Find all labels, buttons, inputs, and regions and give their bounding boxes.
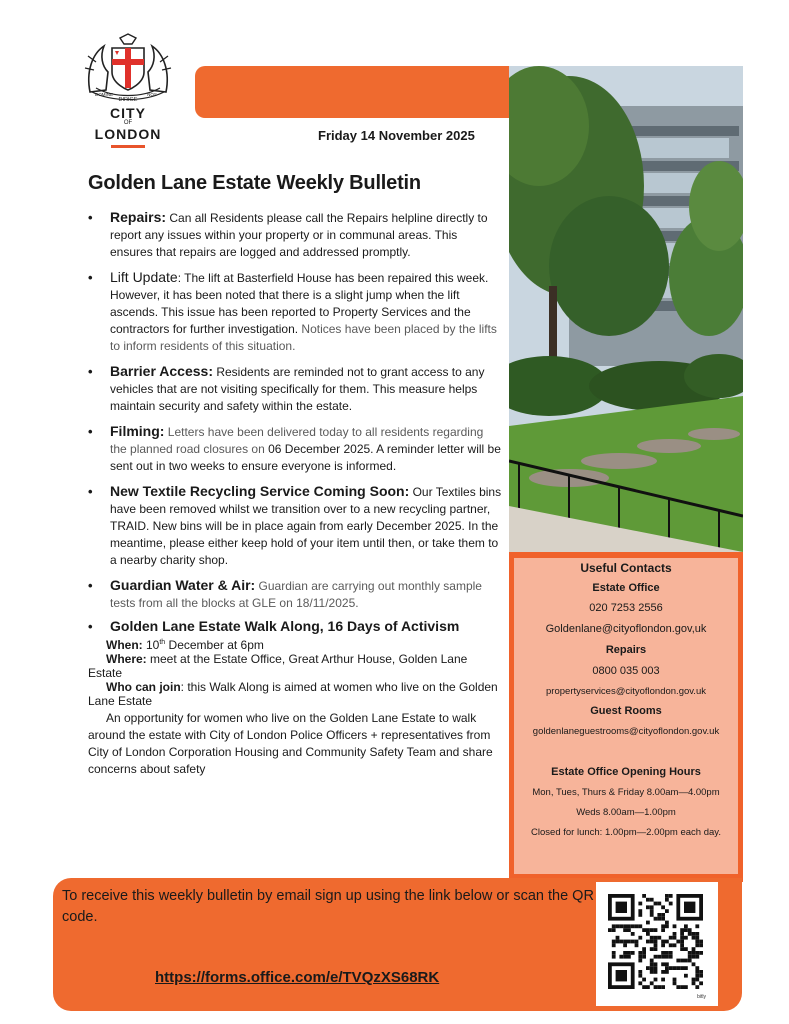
bullet-barrier-access (88, 363, 503, 415)
city-of-london-logo (80, 32, 176, 152)
opening-hours-weekdays: Mon, Tues, Thurs & Friday 8.00am—4.00pm (532, 787, 720, 798)
logo-underline (111, 145, 145, 148)
bullet-text-grey: Guardian are carrying out monthly sample tests from all the blocks at GLE on 18/11/2025. (110, 579, 482, 610)
walk-when-rest: December at 6pm (165, 638, 264, 652)
subscribe-link[interactable]: https://forms.office.com/e/TVQzXS68RK (155, 969, 440, 986)
bullet-dot: • (88, 484, 93, 499)
bullet-text: Our Textiles bins have been removed whilst we transition over to a new recycling partner, TRAID. New bins will be in place again from early December 2025. In the meantime, please either keep hold of your item until then, or take them to a nearby charity shop. (110, 485, 502, 567)
bullet-head: Lift Update (110, 269, 178, 285)
bullet-text-grey: Letters have been delivered today to all residents regarding the planned road closures on (110, 425, 484, 456)
subscribe-text: To receive this weekly bulletin by email sign up using the link below or scan the QR code. (62, 888, 594, 925)
walk-when-sup: th (159, 639, 166, 646)
logo-of-text: OF (123, 120, 133, 126)
qr-bitly-label: bitly (697, 994, 706, 1000)
walk-who-label: Who can join (106, 680, 181, 694)
bullet-text: 06 December 2025. A reminder letter will be sent out in two weeks to ensure everyone is informed. (110, 442, 501, 473)
bullet-text: : The lift at Basterfield House has been repaired this week. However, it has been noted that there is a slight jump when the lift ascends. This issue has been reported to Property Services and the contractors for further investigation. (110, 271, 489, 336)
walk-along-title: Golden Lane Estate Walk Along, 16 Days of Activism (110, 618, 460, 634)
useful-contacts-box (509, 552, 743, 882)
guest-rooms-label: Guest Rooms (590, 705, 662, 717)
bullet-head: Barrier Access: (110, 363, 213, 379)
bullet-dot: • (88, 364, 93, 379)
opening-hours-title: Estate Office Opening Hours (551, 766, 701, 778)
bullet-textile-recycling (88, 483, 503, 569)
header-banner (195, 66, 515, 118)
bullet-head: Guardian Water & Air: (110, 577, 256, 593)
bullet-text: Can all Residents please call the Repairs helpline directly to report any issues within your property or in communal areas. This ensures that repairs are logged and addressed promptly. (110, 211, 488, 259)
bullet-filming (88, 423, 503, 475)
bullet-head: Filming: (110, 423, 165, 439)
bulletin-date: Friday 14 November 2025 (318, 128, 475, 143)
bulletin-title: Golden Lane Estate Weekly Bulletin (88, 172, 421, 194)
bullet-guardian-water (88, 577, 503, 612)
bullet-dot: • (88, 270, 93, 285)
estate-photo-image (509, 66, 743, 552)
estate-office-label: Estate Office (592, 582, 660, 594)
bullet-head: New Textile Recycling Service Coming Soon: (110, 483, 410, 499)
estate-office-phone[interactable]: 020 7253 2556 (589, 602, 663, 614)
walk-along-heading-row (88, 618, 503, 636)
subscribe-footer (53, 878, 742, 1011)
bullet-lift-update (88, 269, 503, 355)
bullet-dot: • (88, 210, 93, 225)
coat-of-arms-icon (82, 32, 174, 104)
motto-right: NOS (147, 92, 157, 97)
bulletin-items (88, 209, 503, 778)
walk-when (88, 636, 503, 652)
walk-where (88, 652, 503, 680)
guest-rooms-email[interactable]: goldenlaneguestrooms@cityoflondon.gov.uk (532, 726, 720, 737)
walk-who-text: : this Walk Along is aimed at women who live on the Golden Lane Estate (88, 680, 498, 708)
repairs-phone[interactable]: 0800 035 003 (592, 665, 660, 677)
walk-when-day: 10 (142, 638, 160, 652)
bullet-dot: • (88, 424, 93, 439)
walk-who (88, 680, 503, 708)
estate-office-email[interactable]: Goldenlane@cityoflondon.gov,uk (545, 623, 707, 635)
opening-hours-lunch: Closed for lunch: 1.00pm—2.00pm each day. (531, 827, 721, 838)
bullet-dot: • (88, 578, 93, 593)
walk-description: An opportunity for women who live on the Golden Lane Estate to walk around the estate with City of London Police Officers + representatives from City of London Corporation Housing and Community Safety Team and share concerns about safety (88, 711, 493, 776)
estate-photo (509, 66, 743, 552)
logo-london-text: LONDON (94, 126, 162, 142)
walk-where-label: Where: (106, 652, 147, 666)
repairs-label: Repairs (605, 644, 647, 656)
qr-code[interactable] (596, 882, 718, 1006)
walk-along-section (88, 618, 503, 778)
walk-when-label: When: (106, 638, 143, 652)
logo-city-text: CITY (110, 105, 146, 121)
opening-hours-weds: Weds 8.00am—1.00pm (576, 807, 676, 818)
bullet-text: Residents are reminded not to grant access to any vehicles that are not visiting specifically for them. This measure helps maintain security and safety within the estate. (110, 365, 485, 413)
bullet-text-grey: Notices have been placed by the lifts to inform residents of this situation. (110, 322, 497, 353)
useful-contacts-panel (514, 558, 738, 874)
bullet-repairs (88, 209, 503, 261)
bullet-dot: • (88, 619, 93, 634)
repairs-email[interactable]: propertyservices@cityoflondon.gov.uk (546, 686, 706, 697)
bullet-head: Repairs: (110, 209, 167, 225)
contacts-title: Useful Contacts (580, 561, 672, 575)
motto-left: DOMINE (95, 92, 113, 97)
walk-where-text: meet at the Estate Office, Great Arthur House, Golden Lane Estate (88, 652, 468, 680)
qr-code-icon (596, 882, 718, 1006)
motto-center: DIRIGE (118, 97, 138, 103)
